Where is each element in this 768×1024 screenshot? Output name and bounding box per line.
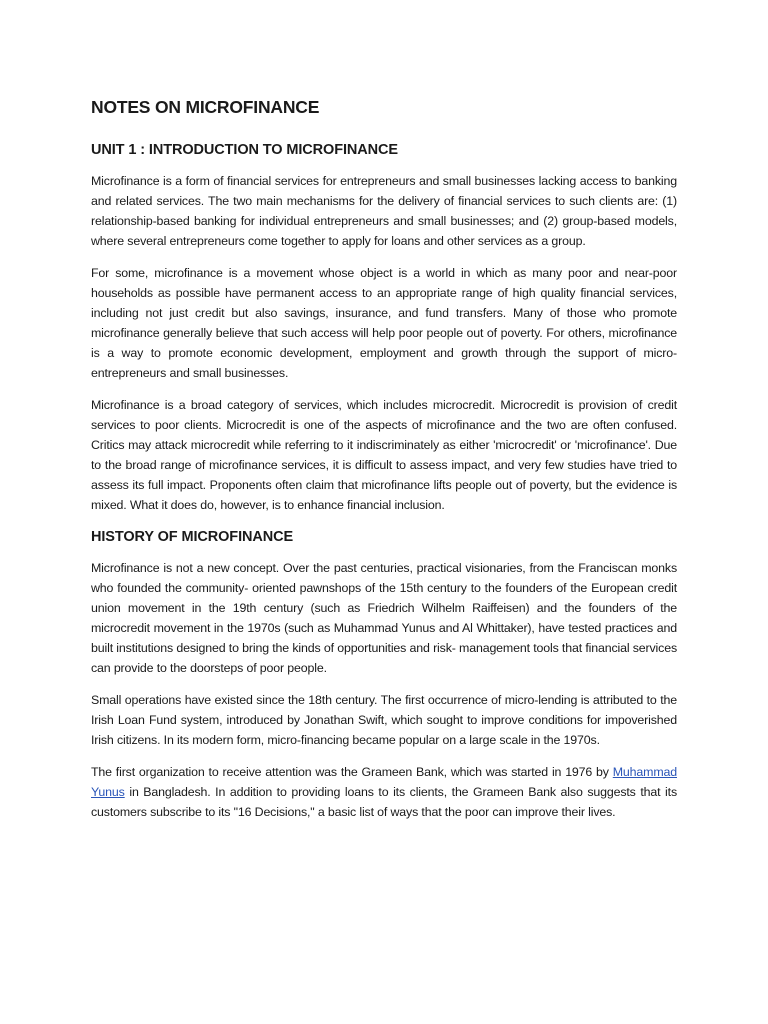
intro-paragraph-2: For some, microfinance is a movement whose object is a world in which as many poor and near-poor households as possible have permanent access to an appropriate range of high quality financial services, including not just credit but also savings, insurance, and fund transfers. Many of those who promote microfinance generally believe that such access will help poor people out of poverty. For others, microfinance is a way to promote economic development, employment and growth through the support of micro-entrepreneurs and small businesses. [91,266,677,380]
history-paragraph-2: Small operations have existed since the 18th century. The first occurrence of micro-lending is attributed to the Irish Loan Fund system, introduced by Jonathan Swift, which sought to improve conditions for impoverished Irish citizens. In its modern form, micro-financing became popular on a large scale in the 1970s. [91,693,677,747]
history-paragraph-3 [91,762,677,822]
intro-paragraph-1: Microfinance is a form of financial services for entrepreneurs and small businesses lacking access to banking and related services. The two main mechanisms for the delivery of financial services to such clients are: (1) relationship-based banking for individual entrepreneurs and small businesses; and (2) group-based models, where several entrepreneurs come together to apply for loans and other services as a group. [91,174,677,248]
intro-paragraph-3: Microfinance is a broad category of services, which includes microcredit. Microcredit is provision of credit services to poor clients. Microcredit is one of the aspects of microfinance and the two are often confused. Critics may attack microcredit while referring to it indiscriminately as either 'microcredit' or 'microfinance'. Due to the broad range of microfinance services, it is difficult to assess impact, and very few studies have tried to assess its full impact. Proponents often claim that microfinance lifts people out of poverty, but the evidence is mixed. What it does do, however, is to enhance financial inclusion. [91,398,677,512]
document-title: NOTES ON MICROFINANCE [91,97,320,117]
paragraph-text-after-link: in Bangladesh. In addition to providing loans to its clients, the Grameen Bank also suggests that its customers subscribe to its "16 Decisions," a basic list of ways that the poor can improve their lives. [91,785,677,819]
unit-heading: UNIT 1 : INTRODUCTION TO MICROFINANCE [91,142,398,158]
history-paragraph-1: Microfinance is not a new concept. Over the past centuries, practical visionaries, from the Franciscan monks who founded the community- oriented pawnshops of the 15th century to the founders of the European credit union movement in the 19th century (such as Friedrich Wilhelm Raiffeisen) and the founders of the microcredit movement in the 1970s (such as Muhammad Yunus and Al Whittaker), have tested practices and built institutions designed to bring the kinds of opportunities and risk- management tools that financial services can provide to the doorsteps of poor people. [91,561,677,675]
paragraph-text-before-link: The first organization to receive attention was the Grameen Bank, which was started in 1976 by [91,765,613,779]
document-page [91,94,677,834]
muhammad-yunus-link[interactable]: Muhammad Yunus [91,765,677,799]
history-heading: HISTORY OF MICROFINANCE [91,529,294,545]
